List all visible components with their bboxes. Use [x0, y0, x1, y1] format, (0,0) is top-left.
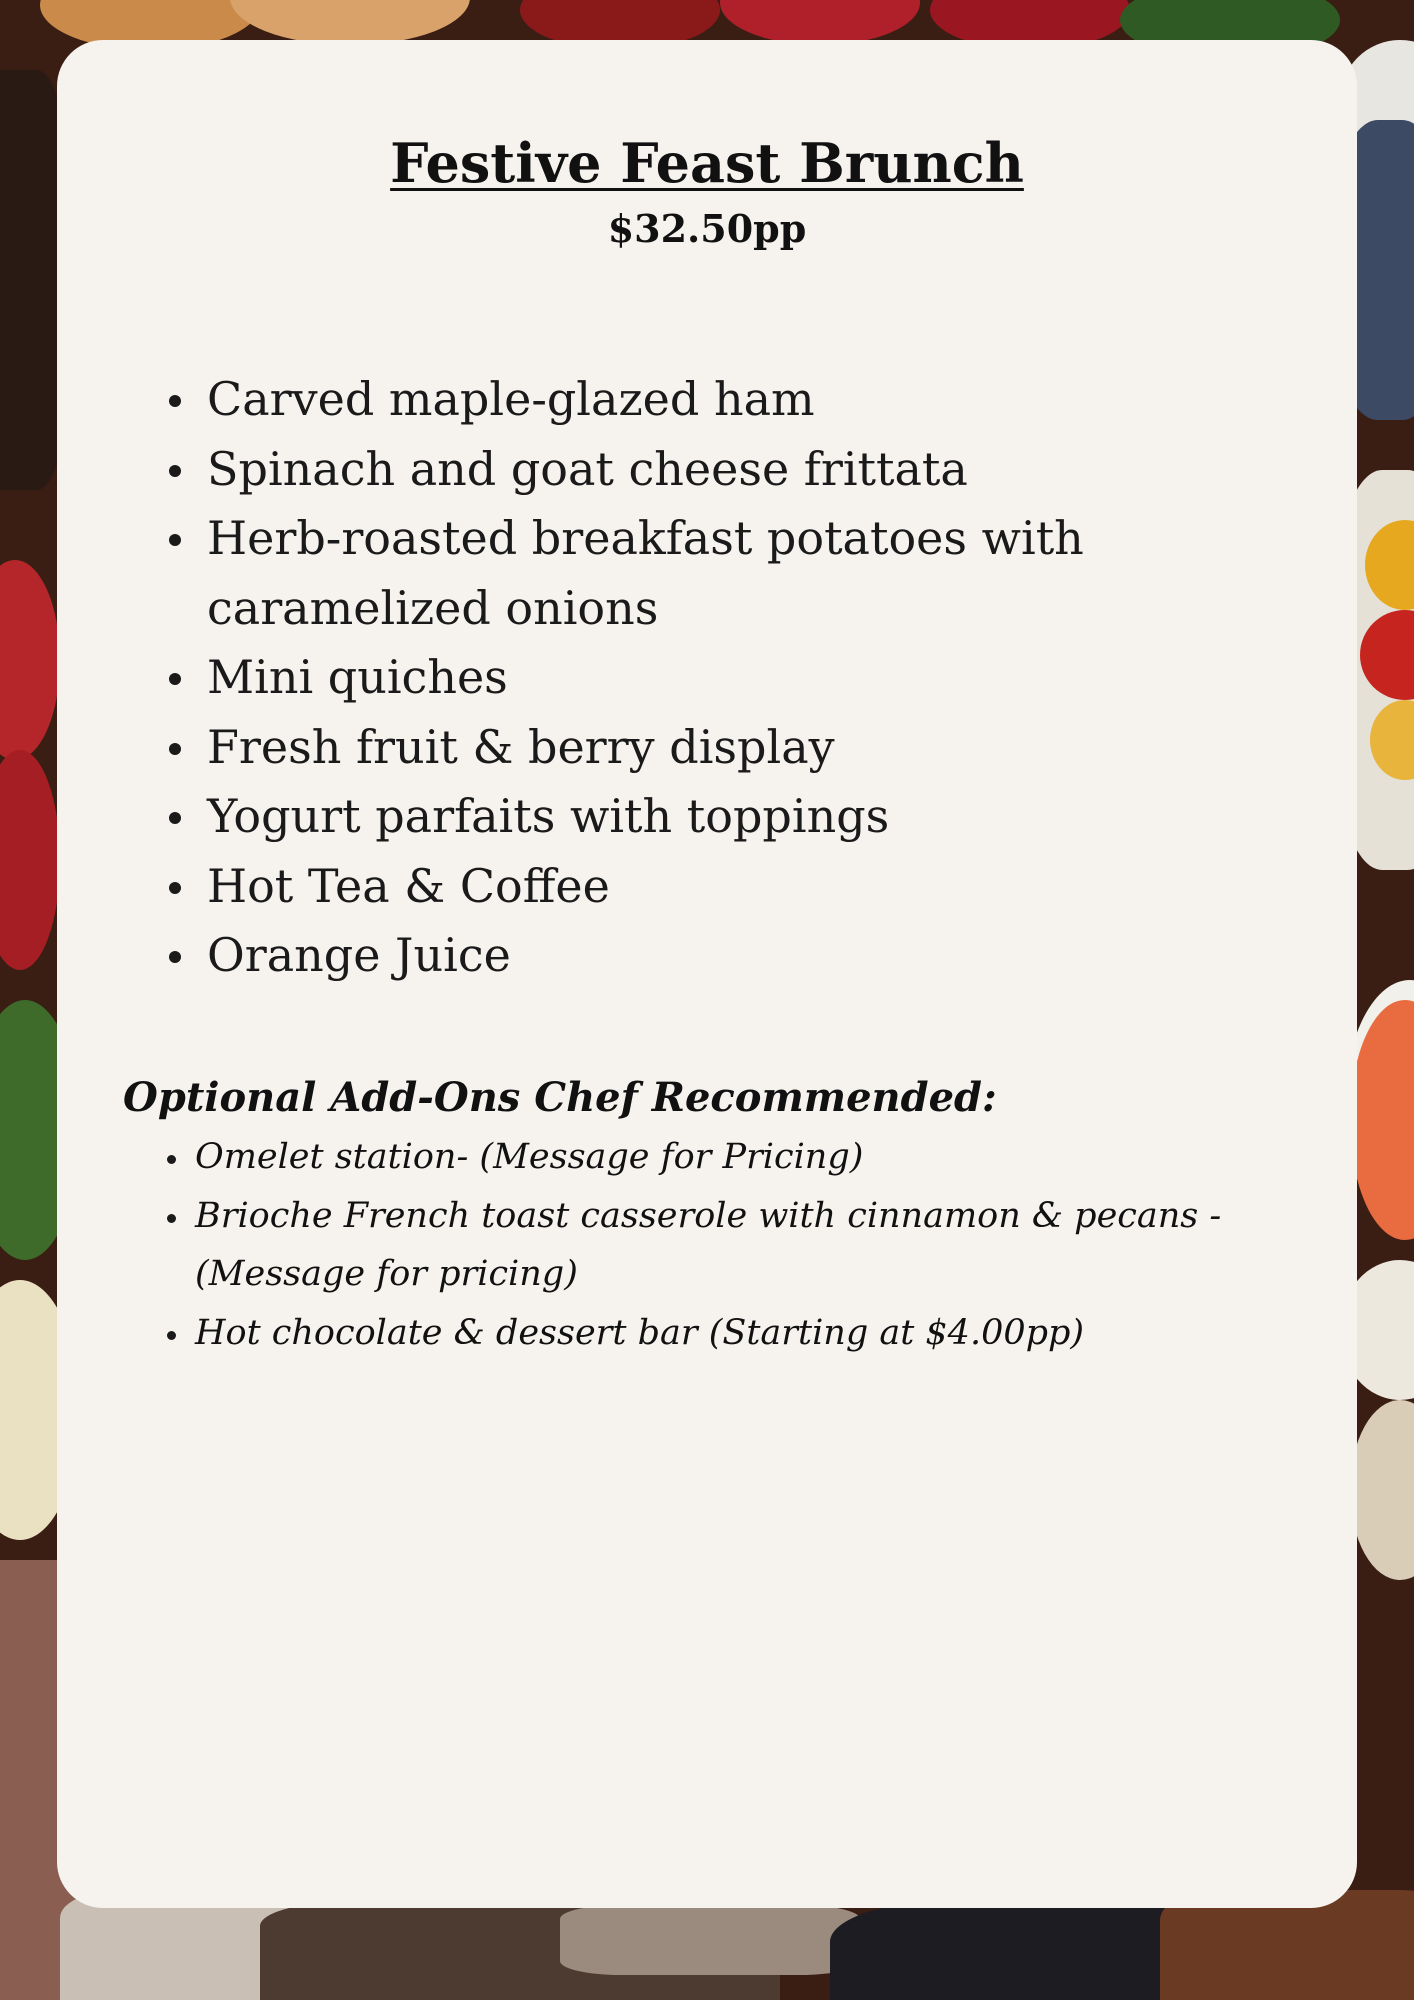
lace-napkin-photo [1350, 1400, 1414, 1580]
list-item [207, 643, 1207, 713]
bullet-icon [167, 1331, 176, 1340]
list-item [207, 504, 1207, 643]
bullet-icon [169, 465, 181, 477]
bullet-icon [169, 812, 181, 824]
list-item [207, 435, 1207, 505]
bullet-icon [169, 882, 181, 894]
menu-title: Festive Feast Brunch [390, 131, 1024, 195]
menu-item-list [207, 365, 1207, 991]
menu-price: $32.50pp [607, 206, 807, 251]
list-item [207, 852, 1207, 922]
menu-card [57, 40, 1357, 1908]
bullet-icon [167, 1214, 176, 1223]
bullet-icon [169, 395, 181, 407]
bullet-icon [169, 951, 181, 963]
bullet-icon [169, 534, 181, 546]
bullet-icon [167, 1155, 176, 1164]
list-item [195, 1187, 1325, 1304]
strawberry-photo [0, 560, 60, 760]
menu-item-text: Mini quiches [207, 650, 508, 704]
apple-photo [720, 0, 920, 45]
menu-item-text: Hot Tea & Coffee [207, 858, 610, 913]
menu-item-text: Orange Juice [207, 928, 511, 982]
menu-item-text: Spinach and goat cheese frittata [207, 441, 968, 496]
menu-item-text: Yogurt parfaits with toppings [207, 789, 890, 843]
list-item [207, 782, 1207, 852]
menu-item-text: Fresh fruit & berry display [207, 719, 835, 774]
addons-list [195, 1128, 1325, 1362]
list-item [195, 1128, 1325, 1187]
bullet-icon [169, 743, 181, 755]
list-item [207, 921, 1207, 991]
bread-roll-photo [230, 0, 470, 45]
addon-item-text: Omelet station- (Message for Pricing) [195, 1137, 864, 1177]
addon-item-text: Hot chocolate & dessert bar (Starting at $4.00pp) [195, 1312, 1085, 1353]
menu-item-text: Carved maple-glazed ham [207, 372, 815, 426]
fork-photo [560, 1905, 860, 1975]
addon-item-text: Brioche French toast casserole with cinnamon & pecans -(Message for pricing) [195, 1195, 1222, 1295]
list-item [207, 713, 1207, 783]
addons-heading: Optional Add-Ons Chef Recommended: [123, 1074, 997, 1121]
menu-item-text: Herb-roasted breakfast potatoes with caramelized onions [207, 511, 1084, 635]
strawberry-photo [0, 750, 60, 970]
list-item [195, 1304, 1325, 1363]
bullet-icon [169, 673, 181, 685]
list-item [207, 365, 1207, 435]
